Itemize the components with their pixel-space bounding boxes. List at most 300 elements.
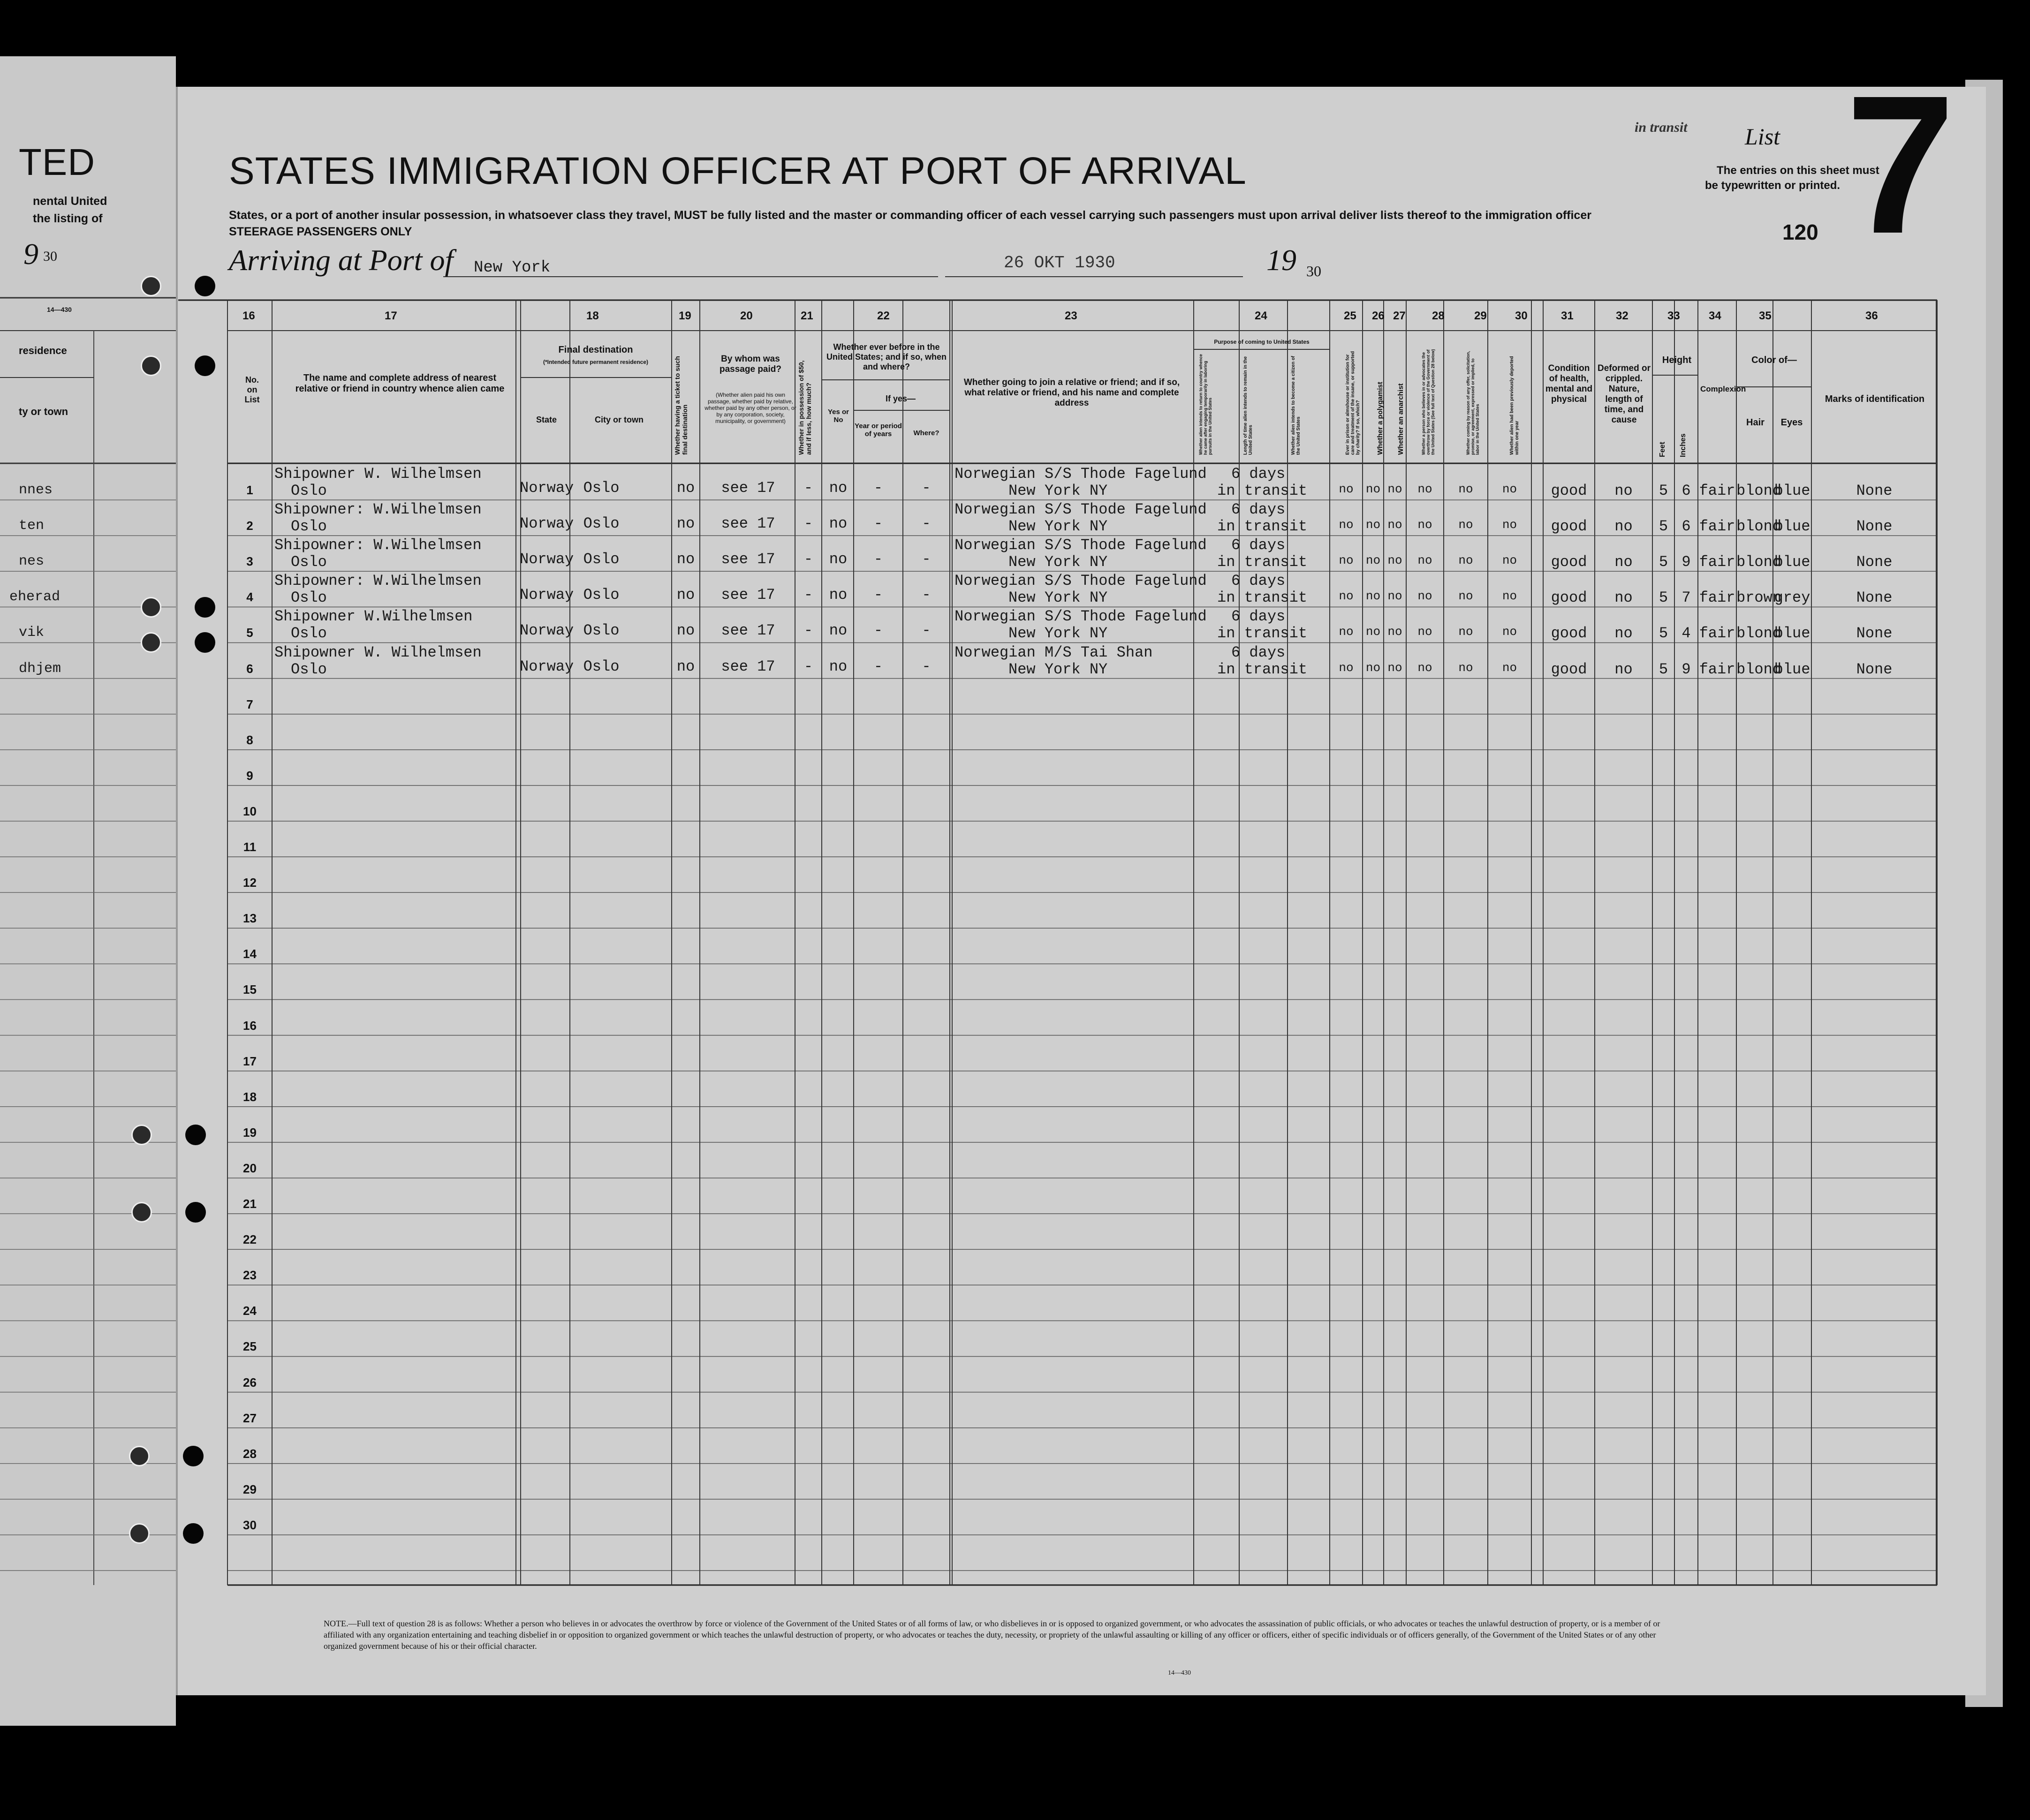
form-instruction: States, or a port of another insular possession, in whatsoever class they travel, MUST be fully listed and the master or commanding officer of each vessel carrying such passengers must upon arrival deliver lists thereof to the immigration officer [229, 209, 1591, 222]
left-line-2: the listing of [33, 212, 103, 225]
length-of-stay: 6 days [1231, 608, 1286, 626]
column-number: 24 [1255, 310, 1267, 322]
deported-value: no [1502, 625, 1517, 639]
form-number: 14—430 [1168, 1669, 1191, 1677]
row-number: 7 [246, 697, 253, 711]
row-number: 13 [243, 911, 257, 926]
row-number: 15 [243, 982, 257, 997]
left-line-1: nental United [33, 195, 107, 208]
length-of-stay: 6 days [1231, 536, 1286, 554]
prison-value: no [1339, 553, 1354, 568]
sheet-number: 120 [1782, 220, 1818, 244]
header-inches: Inches [1679, 433, 1687, 457]
left-col-residence: residence [19, 345, 67, 356]
in-transit-value: in transit [1217, 518, 1308, 536]
health-value: good [1551, 625, 1587, 642]
column-number: 34 [1709, 310, 1721, 322]
binder-hole [195, 597, 215, 618]
header-no-on-list: No. on List [244, 375, 260, 404]
header-period: Year or period of years [855, 422, 902, 438]
header-feet: Feet [1659, 442, 1666, 457]
relative-name: Shipowner W. Wilhelmsen [274, 465, 482, 483]
anarchist-value: no [1387, 660, 1402, 675]
header-passage-paid: By whom was passage paid? [720, 354, 781, 374]
left-fragment-text: vik [19, 625, 45, 641]
row-number: 3 [246, 554, 253, 569]
header-final-destination-sub: (*Intended future permanent residence) [543, 359, 649, 365]
height-feet-value: 5 [1659, 482, 1668, 499]
left-fragment-text: nnes [19, 482, 53, 498]
join-relative-line1: Norwegian S/S Thode Fagelund [954, 465, 1207, 483]
column-number: 20 [740, 310, 753, 322]
before-in-us-value: no [829, 479, 848, 497]
column-number: 31 [1561, 310, 1574, 322]
hair-value: blond [1736, 482, 1782, 499]
labor-offer-value: no [1458, 625, 1473, 639]
column-number: 21 [801, 310, 813, 322]
deformed-value: no [1614, 553, 1633, 571]
destination-city: Oslo [583, 657, 620, 675]
header-join-relative: Whether going to join a relative or friend; and if so, what relative or friend, and his name and complete address [963, 378, 1180, 408]
money-value: - [803, 479, 813, 497]
destination-state: Norway [520, 551, 574, 568]
ticket-value: no [676, 586, 695, 604]
polygamist-value: no [1365, 589, 1381, 604]
row-number: 2 [246, 519, 253, 533]
height-inches-value: 9 [1682, 660, 1691, 678]
join-relative-line2: New York NY [1008, 625, 1108, 642]
relative-city: Oslo [291, 625, 327, 642]
header-prison: Ever in prison or almshouse or institution for care and treatment of the insane, or supported by charity? If so, which? [1345, 351, 1361, 455]
column-number: 35 [1759, 310, 1772, 322]
port-value: New York [474, 259, 551, 277]
deported-value: no [1502, 660, 1517, 675]
typewritten-note-1: The entries on this sheet must [1717, 164, 1879, 177]
prison-value: no [1339, 625, 1354, 639]
row-number: 1 [246, 483, 253, 497]
column-number: 25 [1344, 310, 1356, 322]
row-number: 22 [243, 1232, 257, 1247]
marks-value: None [1856, 518, 1893, 536]
row-number: 10 [243, 804, 257, 818]
height-inches-value: 6 [1682, 518, 1691, 536]
in-transit-value: in transit [1217, 482, 1308, 499]
join-relative-line2: New York NY [1008, 553, 1108, 571]
passage-paid-value: see 17 [721, 657, 775, 675]
header-passage-paid-sub: (Whether alien paid his own passage, whether paid by relative, whether paid by any other person, or by any corporation, society, municipality, or government) [704, 392, 796, 424]
eyes-value: blue [1774, 553, 1810, 571]
join-relative-line1: Norwegian S/S Thode Fagelund [954, 572, 1207, 590]
row-number: 16 [243, 1018, 257, 1033]
header-city: City or town [595, 415, 644, 424]
deformed-value: no [1614, 589, 1633, 607]
health-value: good [1551, 553, 1587, 571]
period-value: - [873, 479, 883, 497]
anarchist-value: no [1387, 553, 1402, 568]
health-value: good [1551, 589, 1587, 607]
steerage-label: STEERAGE PASSENGERS ONLY [229, 225, 412, 238]
header-purpose-b: Length of time alien intends to remain in the United States [1243, 356, 1253, 455]
destination-city: Oslo [583, 622, 620, 640]
destination-state: Norway [520, 515, 574, 533]
overthrow-value: no [1417, 553, 1432, 568]
in-transit-value: in transit [1217, 660, 1308, 678]
binder-hole [195, 276, 215, 296]
eyes-value: blue [1774, 482, 1810, 499]
complexion-value: fair [1699, 625, 1735, 642]
left-heading: TED [19, 141, 95, 183]
passage-paid-value: see 17 [721, 479, 775, 497]
relative-name: Shipowner: W.Wilhelmsen [274, 501, 482, 519]
height-feet-value: 5 [1659, 518, 1668, 536]
column-number: 28 [1432, 310, 1445, 322]
year-prefix: 19 [1266, 243, 1296, 277]
health-value: good [1551, 660, 1587, 678]
date-stamp: 26 OKT 1930 [1004, 253, 1115, 272]
header-ticket: Whether having a ticket to such final destination [674, 356, 689, 455]
ticket-value: no [676, 515, 695, 533]
header-money: Whether in possession of $50, and if less, how much? [797, 360, 812, 455]
left-fragment-text: ten [19, 518, 45, 534]
destination-city: Oslo [583, 586, 620, 604]
money-value: - [803, 551, 813, 568]
header-labor-offer: Whether coming by reason of any offer, solicitation, promise, or agreement, expressed or implied, to labor in the United States [1466, 351, 1480, 455]
form-title: STATES IMMIGRATION OFFICER AT PORT OF ARRIVAL [229, 150, 1247, 192]
anarchist-value: no [1387, 589, 1402, 604]
header-height: Height [1662, 355, 1692, 365]
destination-city: Oslo [583, 551, 620, 568]
relative-name: Shipowner: W.Wilhelmsen [274, 572, 482, 590]
row-number: 19 [243, 1125, 257, 1140]
relative-city: Oslo [291, 482, 327, 499]
height-inches-value: 6 [1682, 482, 1691, 499]
period-value: - [873, 515, 883, 533]
row-number: 8 [246, 733, 253, 747]
height-feet-value: 5 [1659, 553, 1668, 571]
question-28-note: NOTE.—Full text of question 28 is as follows: Whether a person who believes in or advocates the overthrow by force or violence of the Government of the United States or of all forms of law, or who disbelieves in or is opposed to organized government, or who advocates the assassination of public officials, or who advocates or teaches the unlawful destruction of property, or is a member of or affiliated with any organization entertaining and teaching disbelief in or opposition to organized government or which teaches the unlawful destruction of property, or who advocates or teaches the duty, necessity, or propriety of the unlawful assaulting or killing of any officer or officers, either of specific individuals or of officers generally, of the Government of the United States or of any other organized government because of his or their official character. [324, 1619, 1660, 1651]
where-value: - [922, 622, 931, 640]
overthrow-value: no [1417, 589, 1432, 604]
row-number: 28 [243, 1446, 257, 1461]
where-value: - [922, 515, 931, 533]
relative-name: Shipowner: W.Wilhelmsen [274, 536, 482, 554]
join-relative-line1: Norwegian S/S Thode Fagelund [954, 501, 1207, 519]
header-deformed: Deformed or crippled. Nature, length of time, and cause [1598, 363, 1651, 425]
binder-hole-ring [141, 632, 161, 653]
before-in-us-value: no [829, 551, 848, 568]
polygamist-value: no [1365, 553, 1381, 568]
header-purpose: Purpose of coming to United States [1214, 339, 1310, 345]
where-value: - [922, 479, 931, 497]
length-of-stay: 6 days [1231, 465, 1286, 483]
column-number: 26 [1372, 310, 1385, 322]
column-number: 19 [679, 310, 691, 322]
arriving-label: Arriving at Port of [229, 243, 454, 277]
deported-value: no [1502, 482, 1517, 496]
row-number: 30 [243, 1518, 257, 1532]
header-yes-no: Yes or No [827, 408, 849, 424]
height-inches-value: 7 [1682, 589, 1691, 607]
binder-hole [185, 1125, 206, 1145]
row-number: 24 [243, 1304, 257, 1318]
period-value: - [873, 622, 883, 640]
join-relative-line2: New York NY [1008, 518, 1108, 536]
row-number: 6 [246, 661, 253, 676]
binder-hole-ring [131, 1125, 152, 1145]
relative-name: Shipowner W. Wilhelmsen [274, 643, 482, 661]
relative-name: Shipowner W.Wilhelmsen [274, 608, 473, 626]
header-relative: The name and complete address of nearest relative or friend in country whence alien came [295, 373, 505, 394]
binder-hole-ring [141, 276, 161, 296]
row-number: 9 [246, 768, 253, 783]
marks-value: None [1856, 553, 1893, 571]
left-fragment-text: dhjem [19, 660, 61, 677]
row-number: 12 [243, 876, 257, 890]
before-in-us-value: no [829, 586, 848, 604]
deformed-value: no [1614, 518, 1633, 536]
before-in-us-value: no [829, 622, 848, 640]
complexion-value: fair [1699, 518, 1735, 536]
overthrow-value: no [1417, 518, 1432, 532]
binder-hole-ring [129, 1523, 150, 1544]
complexion-value: fair [1699, 660, 1735, 678]
deformed-value: no [1614, 660, 1633, 678]
column-number: 32 [1616, 310, 1629, 322]
before-in-us-value: no [829, 657, 848, 675]
money-value: - [803, 657, 813, 675]
eyes-value: blue [1774, 625, 1810, 642]
prison-value: no [1339, 518, 1354, 532]
row-number: 5 [246, 626, 253, 640]
hair-value: blond [1736, 660, 1782, 678]
header-before-in-us: Whether ever before in the United States; and if so, when and where? [826, 342, 947, 371]
in-transit-value: in transit [1217, 553, 1308, 571]
ticket-value: no [676, 657, 695, 675]
deported-value: no [1502, 518, 1517, 532]
column-number: 23 [1065, 310, 1077, 322]
binder-hole [183, 1523, 204, 1544]
ticket-value: no [676, 622, 695, 640]
overthrow-value: no [1417, 660, 1432, 675]
left-col-city: ty or town [19, 406, 68, 417]
relative-city: Oslo [291, 589, 327, 607]
list-number: 7 [1846, 55, 1955, 275]
deported-value: no [1502, 589, 1517, 604]
money-value: - [803, 515, 813, 533]
row-number: 4 [246, 590, 253, 604]
passage-paid-value: see 17 [721, 515, 775, 533]
header-deported: Whether alien had been previously deported within one year [1509, 356, 1520, 455]
in-transit-value: in transit [1217, 589, 1308, 607]
destination-city: Oslo [583, 515, 620, 533]
prison-value: no [1339, 660, 1354, 675]
where-value: - [922, 586, 931, 604]
labor-offer-value: no [1458, 518, 1473, 532]
header-overthrow: Whether a person who believes in or advocates the overthrow by force or violence of the Government of the United States (See full text of Question 28 below) [1421, 349, 1435, 455]
polygamist-value: no [1365, 660, 1381, 675]
row-number: 20 [243, 1161, 257, 1175]
row-number: 21 [243, 1197, 257, 1211]
column-number: 17 [385, 310, 397, 322]
relative-city: Oslo [291, 518, 327, 536]
overthrow-value: no [1417, 625, 1432, 639]
period-value: - [873, 551, 883, 568]
money-value: - [803, 586, 813, 604]
binder-hole-ring [141, 597, 161, 618]
column-number: 22 [877, 310, 890, 322]
marks-value: None [1856, 589, 1893, 607]
overthrow-value: no [1417, 482, 1432, 496]
binder-hole-ring [131, 1202, 152, 1223]
header-color-of: Color of— [1751, 355, 1797, 365]
eyes-value: blue [1774, 660, 1810, 678]
left-form-mark: 14—430 [47, 306, 72, 313]
marks-value: None [1856, 625, 1893, 642]
row-number: 29 [243, 1482, 257, 1496]
left-fragment-text: eherad [9, 589, 61, 605]
polygamist-value: no [1365, 518, 1381, 532]
complexion-value: fair [1699, 482, 1735, 499]
polygamist-value: no [1365, 625, 1381, 639]
length-of-stay: 6 days [1231, 501, 1286, 519]
where-value: - [922, 551, 931, 568]
prison-value: no [1339, 482, 1354, 496]
complexion-value: fair [1699, 589, 1735, 607]
height-inches-value: 4 [1682, 625, 1691, 642]
header-purpose-a: Whether alien intends to return to country whence he came after engaging temporarily in laboring pursuits in the United States [1198, 354, 1212, 455]
deformed-value: no [1614, 625, 1633, 642]
join-relative-line1: Norwegian S/S Thode Fagelund [954, 608, 1207, 626]
binder-hole [195, 355, 215, 376]
anarchist-value: no [1387, 625, 1402, 639]
join-relative-line2: New York NY [1008, 660, 1108, 678]
left-year-digit: 9 [23, 237, 38, 271]
money-value: - [803, 622, 813, 640]
relative-city: Oslo [291, 553, 327, 571]
passage-paid-value: see 17 [721, 622, 775, 640]
row-number: 11 [243, 840, 257, 854]
row-number: 25 [243, 1339, 257, 1354]
where-value: - [922, 657, 931, 675]
period-value: - [873, 586, 883, 604]
labor-offer-value: no [1458, 660, 1473, 675]
polygamist-value: no [1365, 482, 1381, 496]
labor-offer-value: no [1458, 553, 1473, 568]
marks-value: None [1856, 660, 1893, 678]
binder-hole [183, 1446, 204, 1466]
ticket-value: no [676, 479, 695, 497]
header-anarchist: Whether an anarchist [1397, 383, 1405, 455]
list-label: List [1745, 123, 1780, 150]
health-value: good [1551, 518, 1587, 536]
header-hair: Hair [1746, 417, 1765, 428]
binder-hole-ring [129, 1446, 150, 1466]
hair-value: brown [1736, 589, 1782, 607]
height-feet-value: 5 [1659, 660, 1668, 678]
eyes-value: grey [1774, 589, 1810, 607]
header-state: State [536, 415, 557, 424]
before-in-us-value: no [829, 515, 848, 533]
year-suffix: 30 [1306, 263, 1321, 279]
height-feet-value: 5 [1659, 589, 1668, 607]
complexion-value: fair [1699, 553, 1735, 571]
height-inches-value: 9 [1682, 553, 1691, 571]
hair-value: blond [1736, 518, 1782, 536]
header-eyes: Eyes [1780, 417, 1803, 428]
deported-value: no [1502, 553, 1517, 568]
header-polygamist: Whether a polygamist [1376, 382, 1384, 455]
column-number: 27 [1393, 310, 1406, 322]
join-relative-line1: Norwegian S/S Thode Fagelund [954, 536, 1207, 554]
header-marks: Marks of identification [1825, 394, 1925, 404]
binder-hole [195, 632, 215, 653]
row-number: 26 [243, 1375, 257, 1390]
marks-value: None [1856, 482, 1893, 499]
header-where: Where? [913, 429, 939, 437]
length-of-stay: 6 days [1231, 643, 1286, 661]
passage-paid-value: see 17 [721, 586, 775, 604]
hair-value: blond [1736, 553, 1782, 571]
passage-paid-value: see 17 [721, 551, 775, 568]
row-number: 14 [243, 947, 257, 961]
destination-city: Oslo [583, 479, 620, 497]
row-number: 17 [243, 1054, 257, 1068]
join-relative-line2: New York NY [1008, 589, 1108, 607]
hair-value: blond [1736, 625, 1782, 642]
header-health: Condition of health, mental and physical [1545, 363, 1593, 404]
labor-offer-value: no [1458, 589, 1473, 604]
join-relative-line2: New York NY [1008, 482, 1108, 499]
prison-value: no [1339, 589, 1354, 604]
column-number: 30 [1515, 310, 1528, 322]
length-of-stay: 6 days [1231, 572, 1286, 590]
left-year-suffix: 30 [43, 249, 57, 264]
header-purpose-c: Whether alien intends to become a citizen of the United States [1291, 355, 1301, 455]
destination-state: Norway [520, 479, 574, 497]
column-number: 16 [242, 310, 255, 322]
destination-state: Norway [520, 622, 574, 640]
eyes-value: blue [1774, 518, 1810, 536]
binder-hole-ring [141, 355, 161, 376]
left-fragment-text: nes [19, 553, 45, 570]
height-feet-value: 5 [1659, 625, 1668, 642]
header-if-yes: If yes— [885, 394, 916, 403]
in-transit-value: in transit [1217, 625, 1308, 642]
header-final-destination: Final destination [558, 345, 633, 355]
destination-state: Norway [520, 657, 574, 675]
column-number: 33 [1667, 310, 1680, 322]
anarchist-value: no [1387, 518, 1402, 532]
binder-hole [185, 1202, 206, 1223]
relative-city: Oslo [291, 660, 327, 678]
period-value: - [873, 657, 883, 675]
join-relative-line1: Norwegian M/S Tai Shan [954, 643, 1153, 661]
row-number: 18 [243, 1089, 257, 1104]
row-number: 23 [243, 1268, 257, 1283]
labor-offer-value: no [1458, 482, 1473, 496]
ticket-value: no [676, 551, 695, 568]
health-value: good [1551, 482, 1587, 499]
typewritten-note-2: be typewritten or printed. [1705, 179, 1841, 192]
column-number: 29 [1474, 310, 1487, 322]
column-number: 36 [1865, 310, 1878, 322]
anarchist-value: no [1387, 482, 1402, 496]
column-number: 18 [586, 310, 599, 322]
destination-state: Norway [520, 586, 574, 604]
deformed-value: no [1614, 482, 1633, 499]
in-transit-stamp: in transit [1635, 120, 1688, 135]
header-complexion: Complexion [1700, 385, 1746, 393]
